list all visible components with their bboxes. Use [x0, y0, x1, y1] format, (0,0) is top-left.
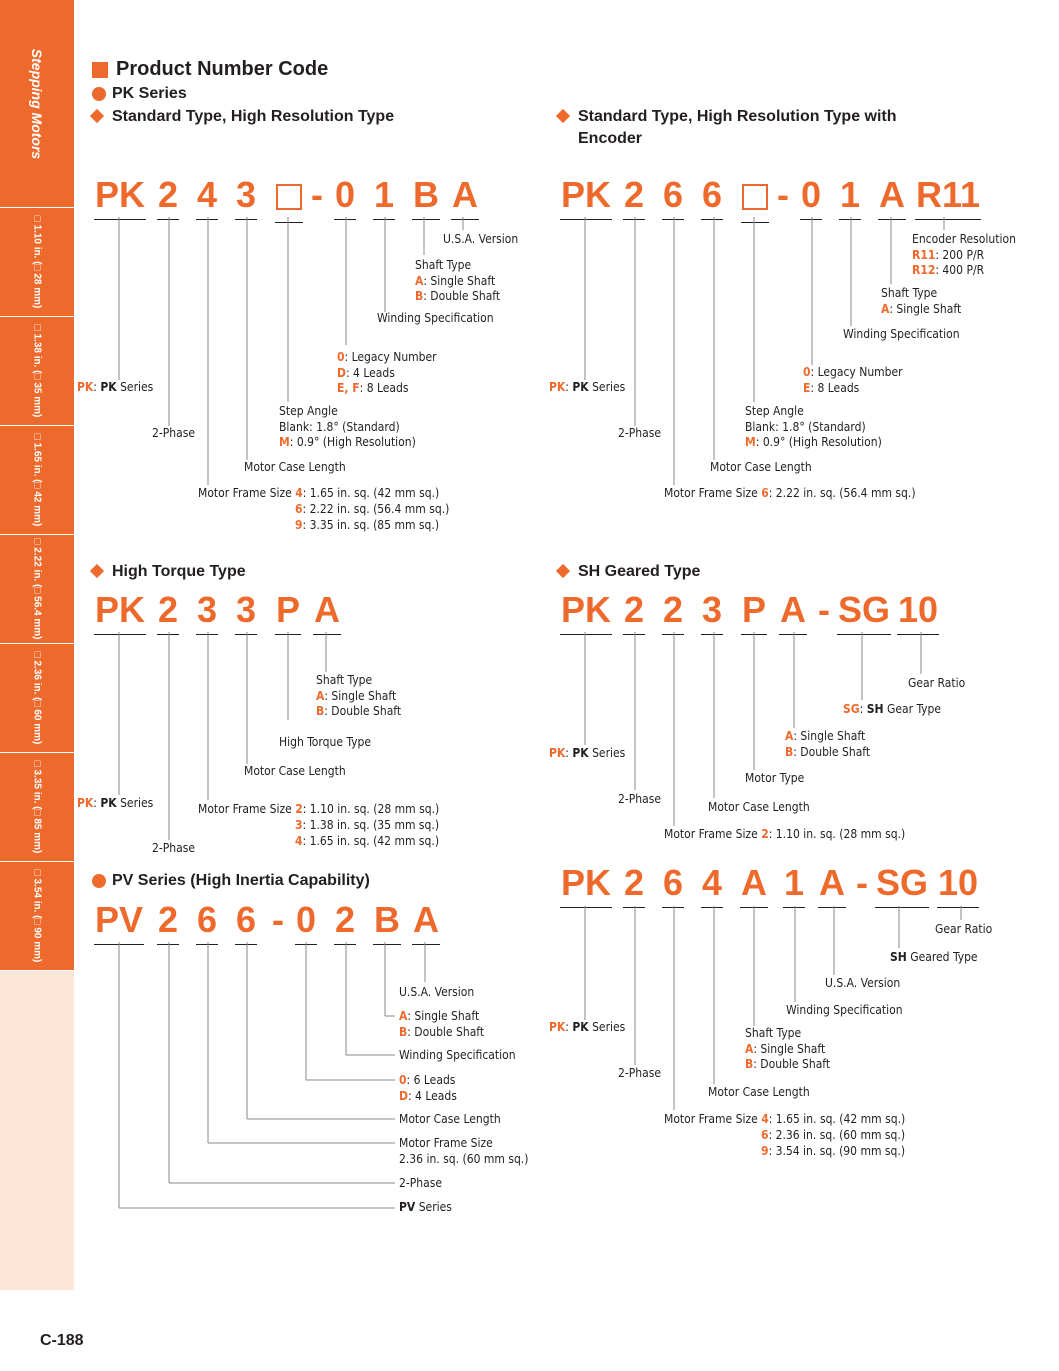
label-case-length: Motor Case Length [399, 1112, 501, 1126]
code-char: A [780, 590, 806, 630]
code-char-dash: - [777, 174, 789, 215]
code-char: 4 [197, 175, 217, 215]
label-leads: 0: 6 Leads D: 4 Leads [399, 1073, 457, 1103]
code-char: 2 [624, 590, 644, 630]
sidebar-tab-42mm[interactable]: □ 1.65 in. (□ 42 mm) [0, 426, 74, 535]
label-series: PV Series [399, 1200, 452, 1214]
code-char: PK [561, 175, 611, 215]
label-series: PK: PK Series [549, 1020, 626, 1034]
code-char: P [276, 590, 300, 630]
label-shaft-type: Shaft Type A: Single Shaft B: Double Shaft [415, 258, 501, 303]
code-char: A [413, 900, 439, 940]
sidebar-tab-35mm[interactable]: □ 1.38 in. (□ 35 mm) [0, 317, 74, 426]
code-char: SG [838, 590, 890, 630]
code-char: 2 [335, 900, 355, 940]
label-legacy: 0: Legacy Number D: 4 Leads E, F: 8 Leads [337, 350, 437, 395]
enc-section-title: Standard Type, High Resolution Type with Encoder [556, 106, 938, 150]
code-char: A [314, 590, 340, 630]
label-winding: Winding Specification [377, 311, 494, 325]
label-frame-size: Motor Frame Size 2: 1.10 in. sq. (28 mm sq.) [664, 827, 906, 841]
label-series: PK: PK Series [549, 746, 626, 760]
label-series: PK: PK Series [549, 380, 626, 394]
code-char: PV [95, 900, 143, 940]
sidebar-tab-60mm[interactable]: □ 2.36 in. (□ 60 mm) [0, 644, 74, 753]
code-char: 2 [624, 863, 644, 903]
label-case-length: Motor Case Length [244, 764, 346, 778]
std-section-title: Standard Type, High Resolution Type [90, 106, 394, 128]
label-encoder-resolution: Encoder Resolution R11: 200 P/R R12: 400 P/R [912, 232, 1016, 277]
label-phase: 2-Phase [618, 1066, 662, 1080]
code-char: 2 [158, 175, 178, 215]
code-char: 6 [663, 863, 683, 903]
label-phase: 2-Phase [618, 426, 662, 440]
label-frame-size: Motor Frame Size 4: 1.65 in. sq. (42 mm sq.) [198, 486, 440, 500]
code-char: 1 [784, 863, 804, 903]
label-frame-size-6: 6: 2.36 in. sq. (60 mm sq.) 9: 3.54 in. sq. (90 mm sq.) [761, 1128, 906, 1158]
label-shaft-type: Shaft Type A: Single Shaft [881, 286, 962, 316]
code-char: 6 [663, 175, 683, 215]
sidebar-tab-85mm[interactable]: □ 3.35 in. (□ 85 mm) [0, 753, 74, 862]
code-char: 2 [663, 590, 683, 630]
code-char: 3 [236, 590, 256, 630]
code-char: PK [561, 590, 611, 630]
label-winding: Winding Specification [399, 1048, 516, 1062]
label-usa-version: U.S.A. Version [443, 232, 519, 246]
label-case-length: Motor Case Length [708, 1085, 810, 1099]
label-sh-geared-type: SH Geared Type [890, 950, 978, 964]
label-frame-size: Motor Frame Size 4: 1.65 in. sq. (42 mm sq.) [664, 1112, 906, 1126]
label-phase: 2-Phase [618, 792, 662, 806]
ht-section-title: High Torque Type [90, 561, 246, 583]
code-char: SG [876, 863, 928, 903]
page-number: C-188 [40, 1332, 84, 1349]
label-shaft-type: Shaft Type A: Single Shaft B: Double Shaft [316, 673, 402, 718]
pk-series-heading: PK Series [92, 85, 187, 103]
label-case-length: Motor Case Length [710, 460, 812, 474]
label-legacy: 0: Legacy Number E: 8 Leads [803, 365, 903, 395]
code-char: 6 [197, 900, 217, 940]
code-char: A [819, 863, 845, 903]
code-char: PK [561, 863, 611, 903]
page-title: Product Number Code [92, 58, 328, 81]
code-char: 0 [335, 175, 355, 215]
code-char: 2 [624, 175, 644, 215]
code-char: P [742, 590, 766, 630]
label-shaft: A: Single Shaft B: Double Shaft [785, 729, 871, 759]
code-char: A [879, 175, 905, 215]
label-winding: Winding Specification [786, 1003, 903, 1017]
label-motor-type: Motor Type [745, 771, 805, 785]
code-char: A [452, 175, 478, 215]
label-frame-size-3: 3: 1.38 in. sq. (35 mm sq.) 4: 1.65 in. sq. (42 mm sq.) [295, 818, 440, 848]
label-frame-size: Motor Frame Size 6: 2.22 in. sq. (56.4 mm sq.) [664, 486, 916, 500]
label-case-length: Motor Case Length [244, 460, 346, 474]
code-char: 1 [840, 175, 860, 215]
code-char: 1 [374, 175, 394, 215]
sidebar-tab-90mm[interactable]: □ 3.54 in. (□ 90 mm) [0, 862, 74, 971]
label-gear-ratio: Gear Ratio [908, 676, 966, 690]
label-case-length: Motor Case Length [708, 800, 810, 814]
code-char: B [374, 900, 400, 940]
code-char: 6 [236, 900, 256, 940]
code-char-dash: - [272, 899, 284, 940]
code-char-dash: - [311, 174, 323, 215]
label-frame-size-6: 6: 2.22 in. sq. (56.4 mm sq.) 9: 3.35 in. sq. (85 mm sq.) [295, 502, 450, 532]
label-series: PK: PK Series [77, 380, 154, 394]
code-char: 0 [296, 900, 316, 940]
sidebar-tab-28mm[interactable]: □ 1.10 in. (□ 28 mm) [0, 208, 74, 317]
label-sg-gear-type: SG: SH Gear Type [843, 702, 942, 716]
code-char: 6 [702, 175, 722, 215]
code-char: 2 [158, 900, 178, 940]
label-usa-version: U.S.A. Version [825, 976, 901, 990]
label-frame-size: Motor Frame Size 2.36 in. sq. (60 mm sq.) [399, 1136, 529, 1166]
code-char: 3 [702, 590, 722, 630]
code-char-dash: - [856, 862, 868, 903]
pv-series-heading: PV Series (High Inertia Capability) [92, 872, 370, 890]
label-series: PK: PK Series [77, 796, 154, 810]
label-shaft: A: Single Shaft B: Double Shaft [399, 1009, 485, 1039]
label-frame-size: Motor Frame Size 2: 1.10 in. sq. (28 mm sq.) [198, 802, 440, 816]
sidebar-tab-56mm[interactable]: □ 2.22 in. (□ 56.4 mm) [0, 535, 74, 644]
code-char: 10 [938, 863, 978, 903]
code-char: A [741, 863, 767, 903]
code-char: 4 [702, 863, 722, 903]
label-winding: Winding Specification [843, 327, 960, 341]
label-step-angle: Step Angle Blank: 1.8° (Standard) M: 0.9° (High Resolution) [279, 404, 416, 449]
code-char: PK [95, 590, 145, 630]
code-char: R11 [916, 175, 980, 215]
label-phase: 2-Phase [152, 841, 196, 855]
label-phase: 2-Phase [399, 1176, 443, 1190]
label-shaft-type: Shaft Type A: Single Shaft B: Double Shaft [745, 1026, 831, 1071]
label-high-torque: High Torque Type [279, 735, 372, 749]
label-gear-ratio: Gear Ratio [935, 922, 993, 936]
code-char: 3 [236, 175, 256, 215]
sidebar-tab-stepping-motors[interactable]: Stepping Motors [0, 0, 74, 208]
code-char: 3 [197, 590, 217, 630]
label-step-angle: Step Angle Blank: 1.8° (Standard) M: 0.9° (High Resolution) [745, 404, 882, 449]
code-char-dash: - [818, 589, 830, 630]
label-phase: 2-Phase [152, 426, 196, 440]
label-usa-version: U.S.A. Version [399, 985, 475, 999]
code-char: 2 [158, 590, 178, 630]
code-char: 0 [801, 175, 821, 215]
sh-section-title: SH Geared Type [556, 561, 700, 583]
code-char: PK [95, 175, 145, 215]
code-char: 10 [898, 590, 938, 630]
code-char: B [413, 175, 439, 215]
